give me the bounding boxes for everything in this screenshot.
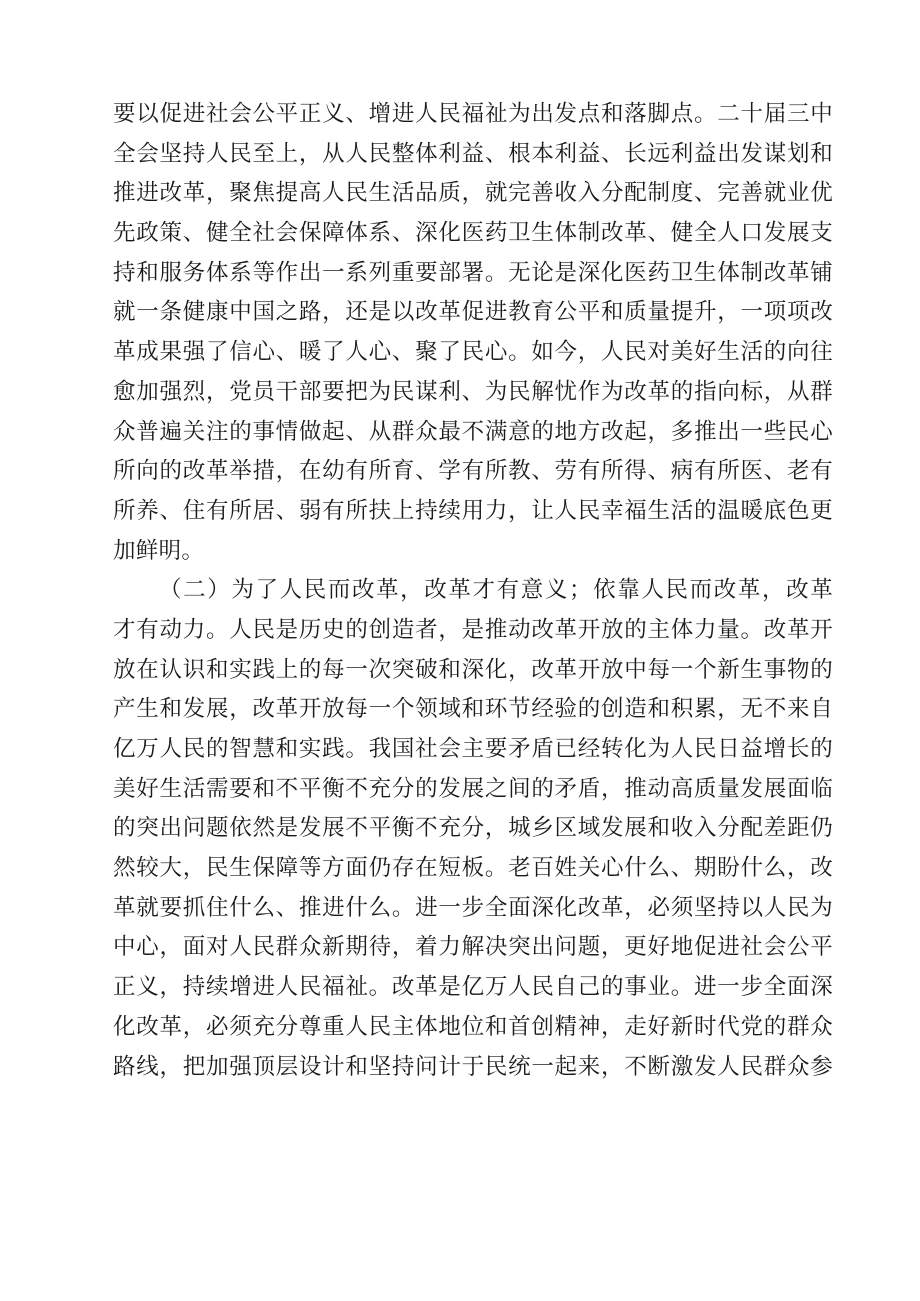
text-line: 放在认识和实践上的每一次突破和深化，改革开放中每一个新生事物的 (113, 656, 833, 683)
text-line: 美好生活需要和不平衡不充分的发展之间的矛盾，推动高质量发展面临 (113, 775, 833, 802)
text-line: 的突出问题依然是发展不平衡不充分，城乡区域发展和收入分配差距仍 (113, 815, 833, 842)
text-line: 化改革，必须充分尊重人民主体地位和首创精神，走好新时代党的群众 (113, 1013, 833, 1040)
text-line: 推进改革，聚焦提高人民生活品质，就完善收入分配制度、完善就业优 (113, 180, 833, 207)
text-line: 亿万人民的智慧和实践。我国社会主要矛盾已经转化为人民日益增长的 (113, 736, 833, 762)
text-line: 革就要抓住什么、推进什么。进一步全面深化改革，必须坚持以人民为 (113, 894, 833, 921)
text-line: 愈加强烈，党员干部要把为民谋利、为民解忧作为改革的指向标，从群 (113, 378, 833, 405)
text-line: 所向的改革举措，在幼有所育、学有所教、劳有所得、病有所医、老有 (113, 458, 833, 485)
text-line: 先政策、健全社会保障体系、深化医药卫生体制改革、健全人口发展支 (113, 220, 833, 247)
text-line: 才有动力。人民是历史的创造者，是推动改革开放的主体力量。改革开 (113, 616, 833, 643)
text-line: 要以促进社会公平正义、增进人民福祉为出发点和落脚点。二十届三中 (113, 101, 833, 127)
text-line: 就一条健康中国之路，还是以改革促进教育公平和质量提升，一项项改 (113, 299, 833, 326)
text-line: 持和服务体系等作出一系列重要部署。无论是深化医药卫生体制改革铺 (113, 259, 833, 286)
text-line: 革成果强了信心、暖了人心、聚了民心。如今，人民对美好生活的向往 (113, 339, 833, 366)
text-line: 产生和发展，改革开放每一个领域和环节经验的创造和积累，无不来自 (113, 696, 833, 723)
text-line: 然较大，民生保障等方面仍存在短板。老百姓关心什么、期盼什么，改 (113, 855, 833, 882)
text-line: 加鲜明。 (113, 537, 205, 564)
document-body (113, 95, 833, 1087)
text-line: 众普遍关注的事情做起、从群众最不满意的地方改起，多推出一些民心 (113, 418, 833, 445)
text-line: （二）为了人民而改革，改革才有意义；依靠人民而改革，改革 (159, 577, 833, 604)
text-line: 中心，面对人民群众新期待，着力解决突出问题，更好地促进社会公平 (113, 934, 833, 961)
text-line: 所养、住有所居、弱有所扶上持续用力，让人民幸福生活的温暖底色更 (113, 497, 833, 524)
text-line: 路线，把加强顶层设计和坚持问计于民统一起来，不断激发人民群众参 (113, 1053, 833, 1080)
text-line: 正义，持续增进人民福祉。改革是亿万人民自己的事业。进一步全面深 (113, 974, 833, 1001)
text-line: 全会坚持人民至上，从人民整体利益、根本利益、长远利益出发谋划和 (113, 140, 833, 167)
